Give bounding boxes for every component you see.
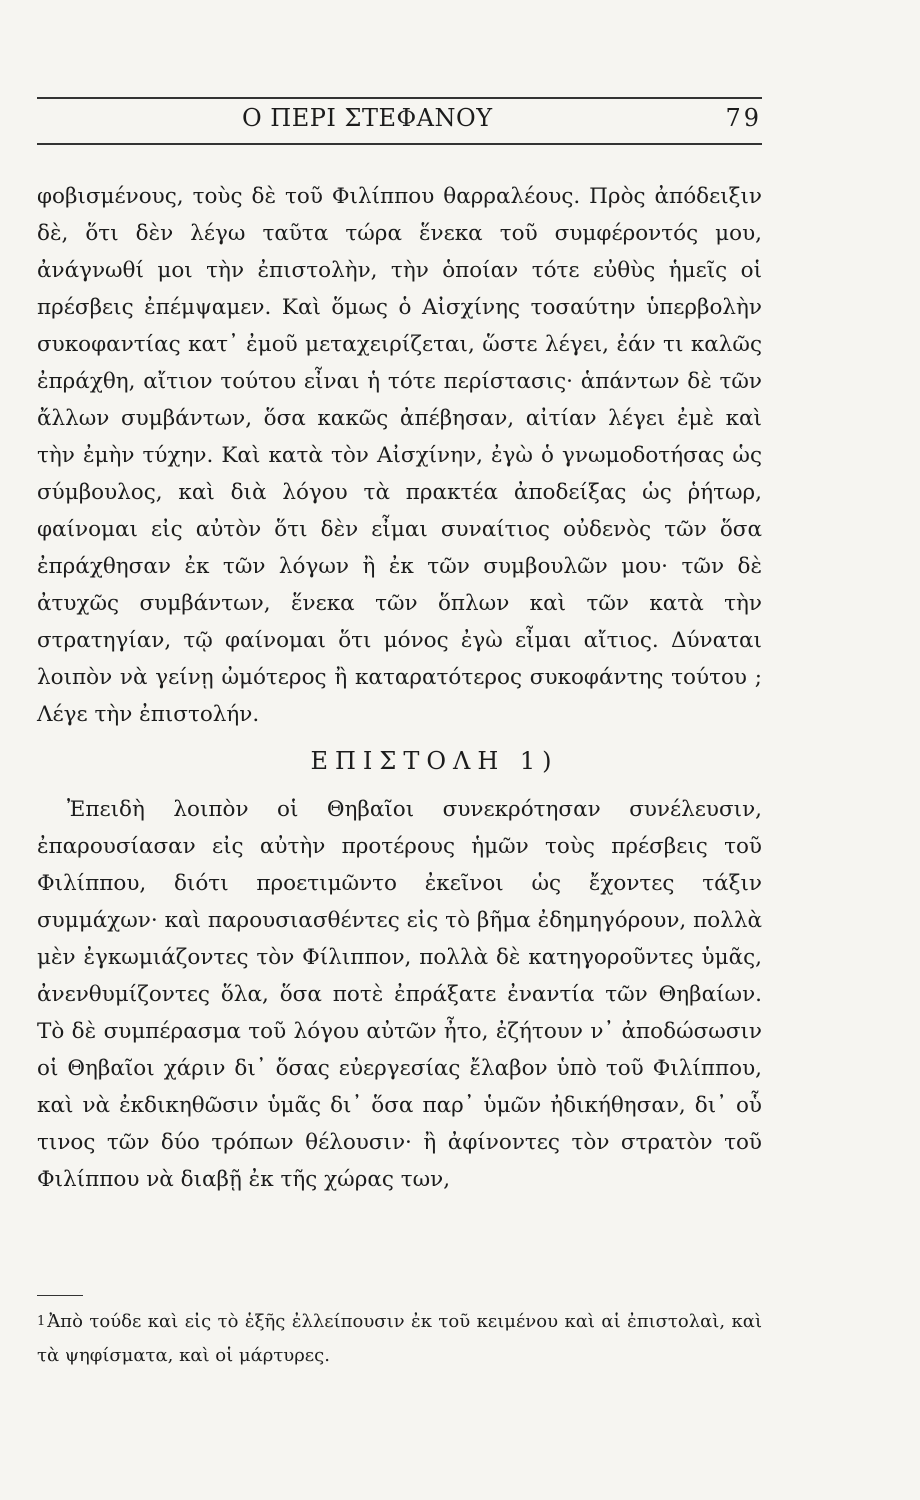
paragraph-1: φοβισμένους, τοὺς δὲ τοῦ Φιλίππου θαρραλέους. Πρὸς ἀπόδειξιν δὲ, ὅτι δὲν λέγω ταῦτα τώρα ἕνεκα τοῦ συμφέροντός μου, ἀνάγνωθί μοι τὴν ἐπιστολὴν, τὴν ὁποίαν τότε εὐθὺς ἡμεῖς οἱ πρέσβεις ἐπέμψαμεν. Καὶ ὅμως ὁ Αἰσχίνης τοσαύτην ὑπερβολὴν συκοφαντίας κατ᾽ ἐμοῦ μεταχειρίζεται, ὥστε λέγει, ἐάν τι καλῶς ἐπράχθη, αἴτιον τούτου εἶναι ἡ τότε περίστασις· ἁπάντων δὲ τῶν ἄλλων συμβάντων, ὅσα κακῶς ἀπέβησαν, αἰτίαν λέγει ἐμὲ καὶ τὴν ἐμὴν τύχην. Καὶ κατὰ τὸν Αἰσχίνην, ἐγὼ ὁ γνωμοδοτήσας ὡς σύμβουλος, καὶ διὰ λόγου τὰ πρακτέα ἀποδείξας ὡς ῥήτωρ, φαίνομαι εἰς αὐτὸν ὅτι δὲν εἶμαι συναίτιος οὐδενὸς τῶν ὅσα ἐπράχθησαν ἐκ τῶν λόγων ἢ ἐκ τῶν συμβουλῶν μου· τῶν δὲ ἀτυχῶς συμβάντων, ἕνεκα τῶν ὅπλων καὶ τῶν κατὰ τὴν στρατηγίαν, τῷ φαίνομαι ὅτι μόνος ἐγὼ εἶμαι αἴτιος. Δύναται λοιπὸν νὰ γείνῃ ὠμότερος ἢ καταρατότερος συκοφάντης τούτου ; Λέγε τὴν ἐπιστολήν. bbox=[37, 184, 762, 727]
page-header bbox=[37, 98, 762, 140]
main-text bbox=[37, 178, 762, 1198]
footnote-text: Ἀπὸ τούδε καὶ εἰς τὸ ἑξῆς ἐλλείπουσιν ἐκ τοῦ κειμένου καὶ αἱ ἐπιστολαὶ, καὶ τὰ ψηφίσματα, καὶ οἱ μάρτυρες. bbox=[37, 1311, 762, 1366]
footnote bbox=[37, 1305, 762, 1373]
page-number: 79 bbox=[725, 104, 762, 132]
paragraph-2: Ἐπειδὴ λοιπὸν οἱ Θηβαῖοι συνεκρότησαν συνέλευσιν, ἐπαρουσίασαν εἰς αὐτὴν προτέρους ἡμῶν τοὺς πρέσβεις τοῦ Φιλίππου, διότι προετιμῶντο ἐκεῖνοι ὡς ἔχοντες τάξιν συμμάχων· καὶ παρουσιασθέντες εἰς τὸ βῆμα ἐδημηγόρουν, πολλὰ μὲν ἐγκωμιάζοντες τὸν Φίλιππον, πολλὰ δὲ κατηγοροῦντες ὑμᾶς, ἀνενθυμίζοντες ὅλα, ὅσα ποτὲ ἐπράξατε ἐναντία τῶν Θηβαίων. Τὸ δὲ συμπέρασμα τοῦ λόγου αὐτῶν ἦτο, ἐζήτουν ν᾽ ἀποδώσωσιν οἱ Θηβαῖοι χάριν δι᾽ ὅσας εὐεργεσίας ἔλαβον ὑπὸ τοῦ Φιλίππου, καὶ νὰ ἐκδικηθῶσιν ὑμᾶς δι᾽ ὅσα παρ᾽ ὑμῶν ἠδικήθησαν, δι᾽ οὗ τινος τῶν δύο τρόπων θέλουσιν· ἢ ἀφίνοντες τὸν στρατὸν τοῦ Φιλίππου νὰ διαβῇ ἐκ τῆς χώρας των, bbox=[37, 797, 762, 1192]
section-heading: ΕΠΙΣΤΟΛΗ 1) bbox=[310, 747, 559, 775]
running-title: Ο ΠΕΡΙ ΣΤΕΦΑΝΟΥ bbox=[242, 104, 493, 132]
footnote-marker: 1 bbox=[37, 1314, 46, 1329]
footnote-rule bbox=[37, 1295, 83, 1296]
header-bottom-rule bbox=[37, 143, 762, 145]
